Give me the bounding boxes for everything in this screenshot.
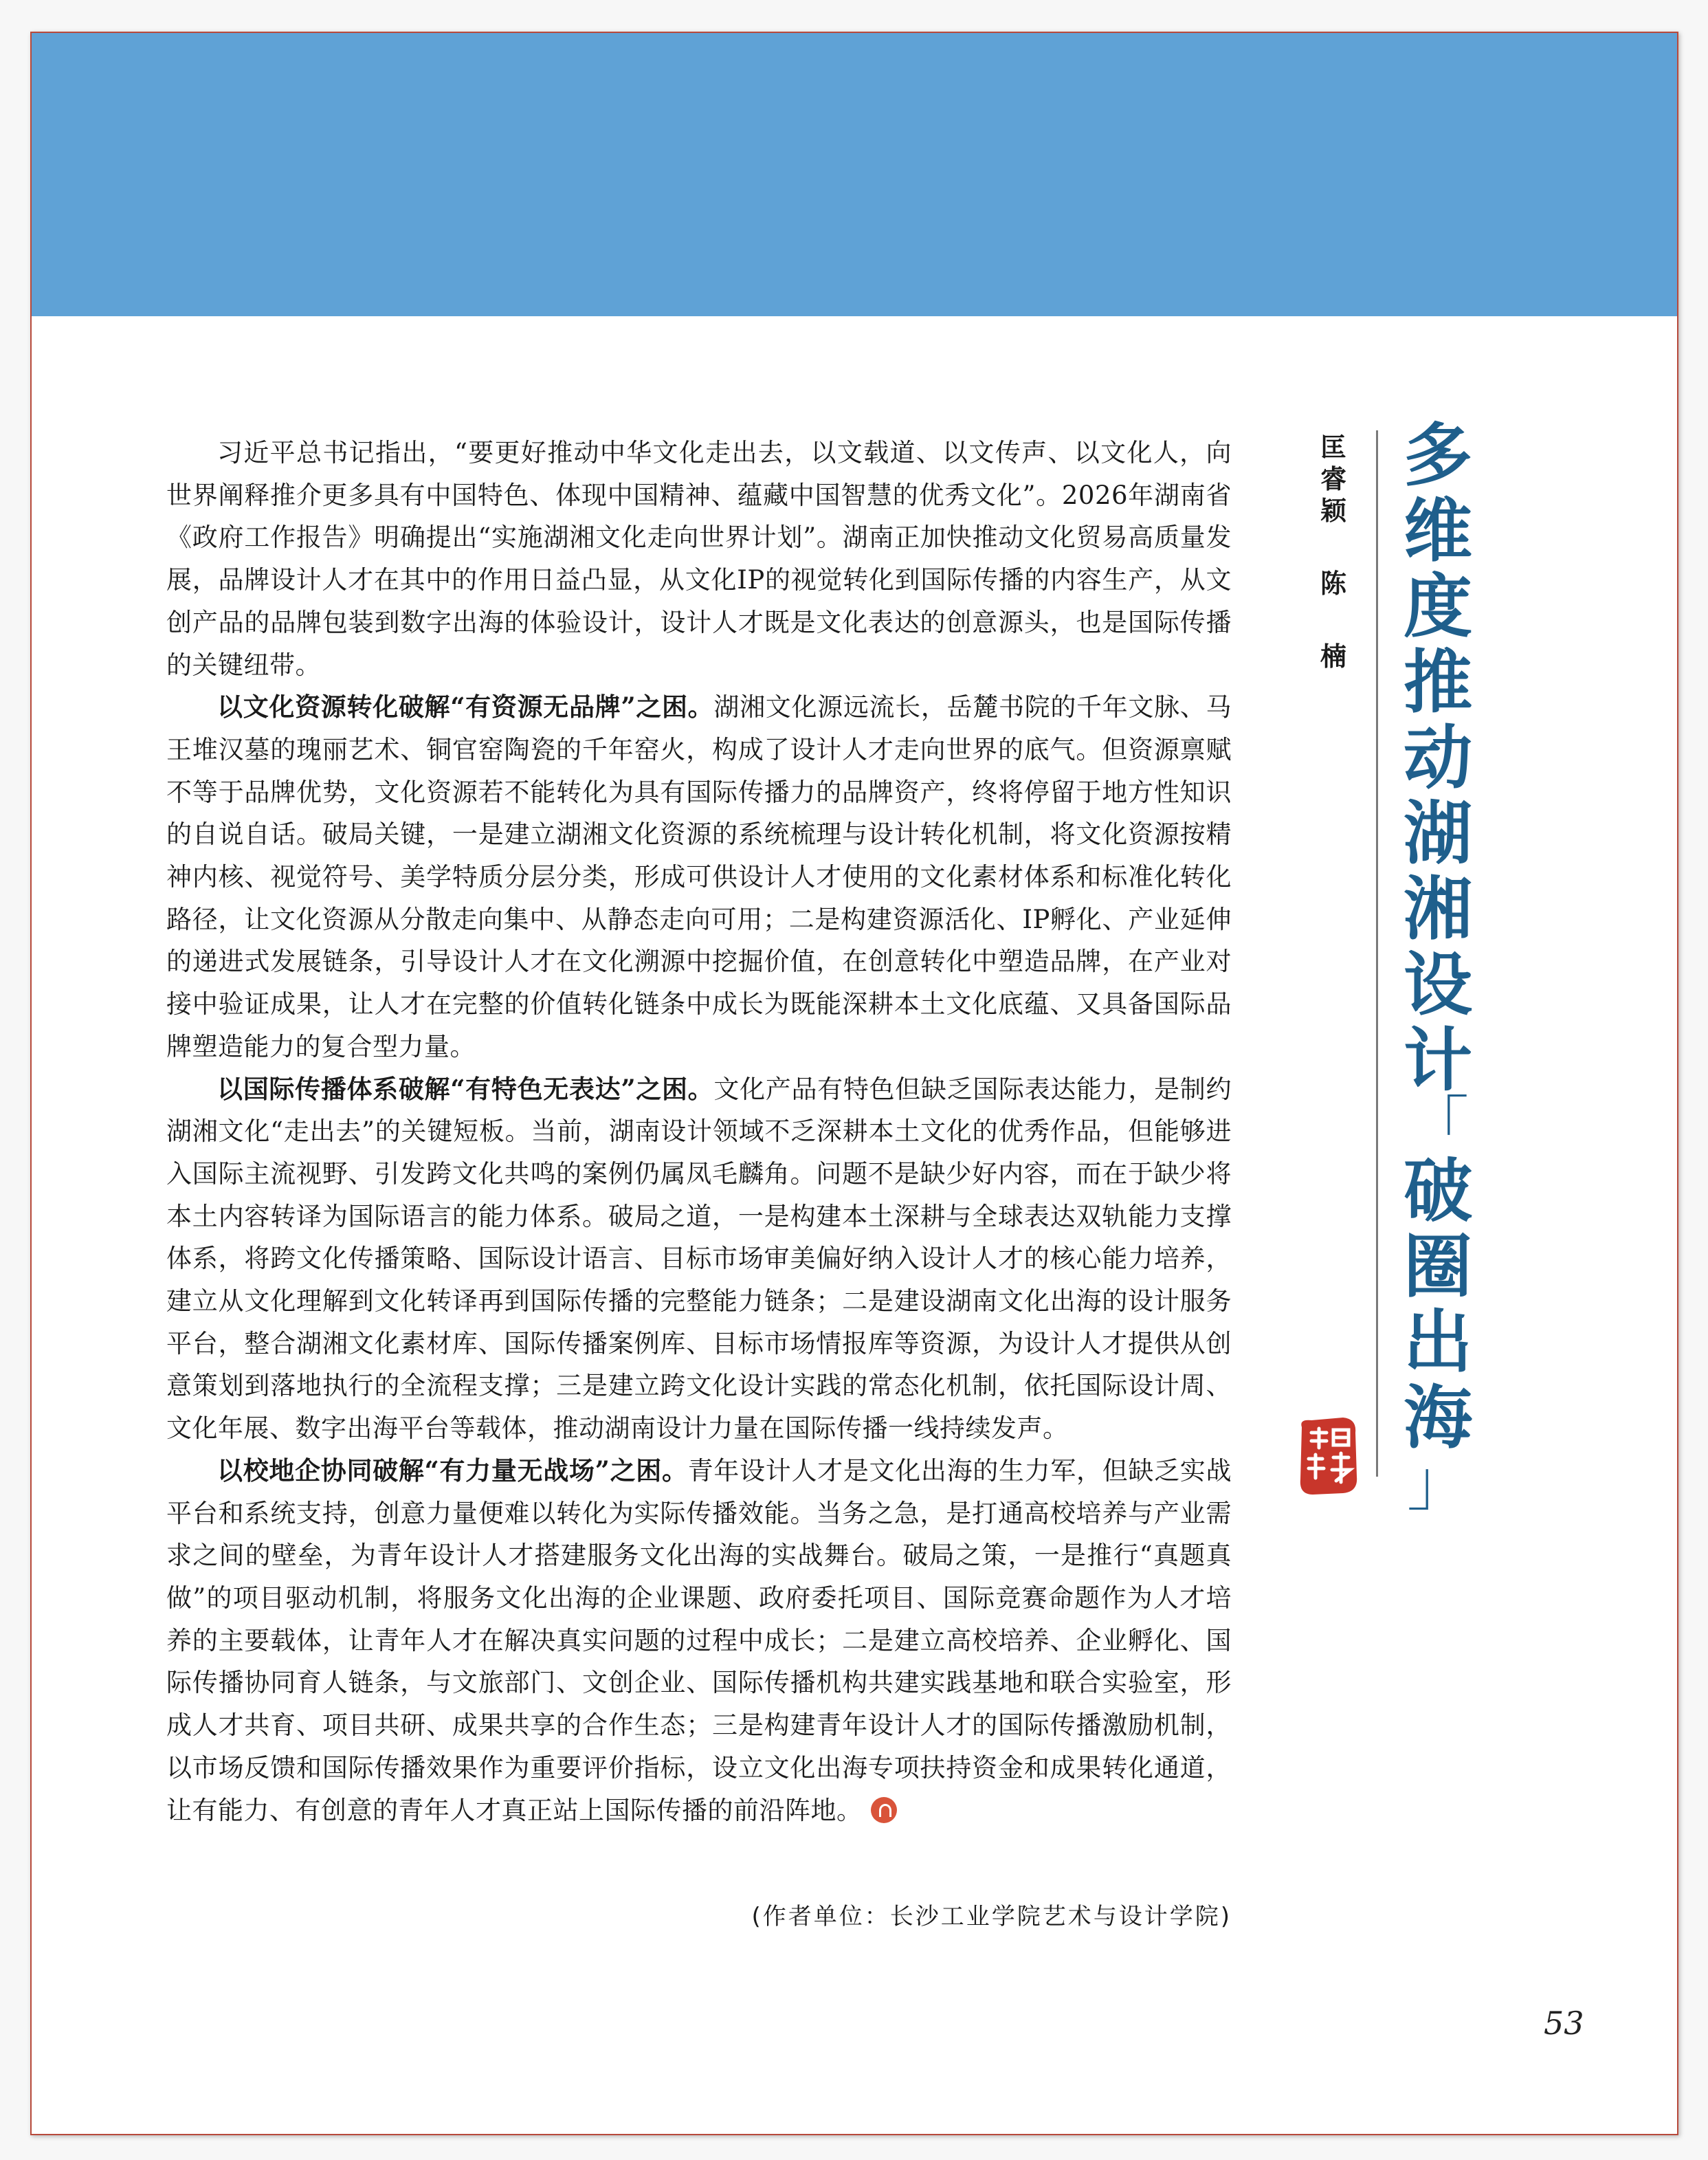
- author-char: 楠: [1320, 641, 1346, 672]
- title-char: 推: [1404, 642, 1472, 723]
- paragraph-international-communication: [166, 1068, 1232, 1450]
- title-char: 度: [1404, 566, 1472, 647]
- title-char: 计: [1404, 1020, 1472, 1101]
- author-affiliation: (作者单位：长沙工业学院艺术与设计学院): [751, 1903, 1232, 1930]
- author-gap: [1313, 599, 1354, 641]
- author-char: 匡: [1320, 432, 1346, 463]
- header-color-band: [32, 33, 1677, 316]
- author-char: 睿: [1320, 463, 1346, 494]
- title-char: 湖: [1404, 793, 1472, 874]
- title-bracket-close: 」: [1407, 1447, 1469, 1519]
- article-body: [166, 432, 1232, 1831]
- paragraph-lead: 以校地企协同破解“有力量无战场”之困。: [217, 1455, 688, 1486]
- title-char: 多: [1404, 415, 1472, 496]
- paragraph-lead: 以文化资源转化破解“有资源无品牌”之困。: [217, 692, 714, 723]
- title-divider: [1376, 430, 1378, 1477]
- page-number: 53: [1544, 2005, 1584, 2042]
- author-char: 颖: [1320, 495, 1346, 526]
- magazine-page: [30, 32, 1678, 2135]
- title-char: 动: [1404, 718, 1472, 798]
- title-char: 维: [1404, 491, 1472, 571]
- author-byline: [1313, 432, 1354, 672]
- title-char: 设: [1404, 945, 1472, 1025]
- title-char: 破: [1404, 1151, 1472, 1231]
- title-char: 海: [1404, 1378, 1472, 1458]
- paragraph-lead: 以国际传播体系破解“有特色无表达”之困。: [217, 1073, 714, 1104]
- paragraph-text: 习近平总书记指出，“要更好推动中华文化走出去，以文载道、以文传声、以文化人，向世界阐释推介更多具有中国特色、体现中国精神、蕴藏中国智慧的优秀文化”。2026年湖南省《政府工作报告》明确提出“实施湖湘文化走向世界计划”。湖南正加快推动文化贸易高质量发展，品牌设计人才在其中的作用日益凸显，从文化IP的视觉转化到国际传播的内容生产，从文创产品的品牌包装到数字出海的体验设计，设计人才既是文化表达的创意源头，也是国际传播的关键纽带。: [166, 438, 1232, 680]
- article-title: [1397, 415, 1479, 1519]
- paragraph-cultural-resources: [166, 686, 1232, 1068]
- author-gap: [1313, 527, 1354, 568]
- think-tank-seal-icon: [1295, 1415, 1361, 1497]
- paragraph-text: 青年设计人才是文化出海的生力军，但缺乏实战平台和系统支持，创意力量便难以转化为实际传播效能。当务之急，是打通高校培养与产业需求之间的壁垒，为青年设计人才搭建服务文化出海的实战舞台。破局之策，一是推行“真题真做”的项目驱动机制，将服务文化出海的企业课题、政府委托项目、国际竞赛命题作为人才培养的主要载体，让青年人才在解决真实问题的过程中成长；二是建立高校培养、企业孵化、国际传播协同育人链条，与文旅部门、文创企业、国际传播机构共建实践基地和联合实验室，形成人才共育、项目共研、成果共享的合作生态；三是构建青年设计人才的国际传播激励机制，以市场反馈和国际传播效果作为重要评价指标，设立文化出海专项扶持资金和成果转化通道，让有能力、有创意的青年人才真正站上国际传播的前沿阵地。: [166, 1455, 1232, 1825]
- paragraph-text: 文化产品有特色但缺乏国际表达能力，是制约湖湘文化“走出去”的关键短板。当前，湖南设计领域不乏深耕本土文化的优秀作品，但能够进入国际主流视野、引发跨文化共鸣的案例仍属凤毛麟角。问题不是缺少好内容，而在于缺少将本土内容转译为国际语言的能力体系。破局之道，一是构建本土深耕与全球表达双轨能力支撑体系，将跨文化传播策略、国际设计语言、目标市场审美偏好纳入设计人才的核心能力培养，建立从文化理解到文化转译再到国际传播的完整能力链条；二是建设湖南文化出海的设计服务平台，整合湖湘文化素材库、国际传播案例库、目标市场情报库等资源，为设计人才提供从创意策划到落地执行的全流程支撑；三是建立跨文化设计实践的常态化机制，依托国际设计周、文化年展、数字出海平台等载体，推动湖南设计力量在国际传播一线持续发声。: [166, 1074, 1232, 1444]
- title-char: 湘: [1404, 869, 1472, 949]
- paragraph-text: 湖湘文化源远流长，岳麓书院的千年文脉、马王堆汉墓的瑰丽艺术、铜官窑陶瓷的千年窑火，构成了设计人才走向世界的底气。但资源禀赋不等于品牌优势，文化资源若不能转化为具有国际传播力的品牌资产，终将停留于地方性知识的自说自话。破局关键，一是建立湖湘文化资源的系统梳理与设计转化机制，将文化资源按精神内核、视觉符号、美学特质分层分类，形成可供设计人才使用的文化素材体系和标准化转化路径，让文化资源从分散走向集中、从静态走向可用；二是构建资源活化、IP孵化、产业延伸的递进式发展链条，引导设计人才在文化溯源中挖掘价值，在创意转化中塑造品牌，在产业对接中验证成果，让人才在完整的价值转化链条中成长为既能深耕本土文化底蕴、又具备国际品牌塑造能力的复合型力量。: [166, 692, 1232, 1061]
- article-end-icon: [871, 1797, 897, 1823]
- title-char: 出: [1404, 1302, 1472, 1382]
- title-bracket-open: 「: [1407, 1090, 1469, 1162]
- author-char: 陈: [1320, 568, 1346, 599]
- title-char: 圈: [1404, 1226, 1472, 1307]
- paragraph-school-enterprise: [166, 1450, 1232, 1831]
- paragraph-intro: [166, 432, 1232, 686]
